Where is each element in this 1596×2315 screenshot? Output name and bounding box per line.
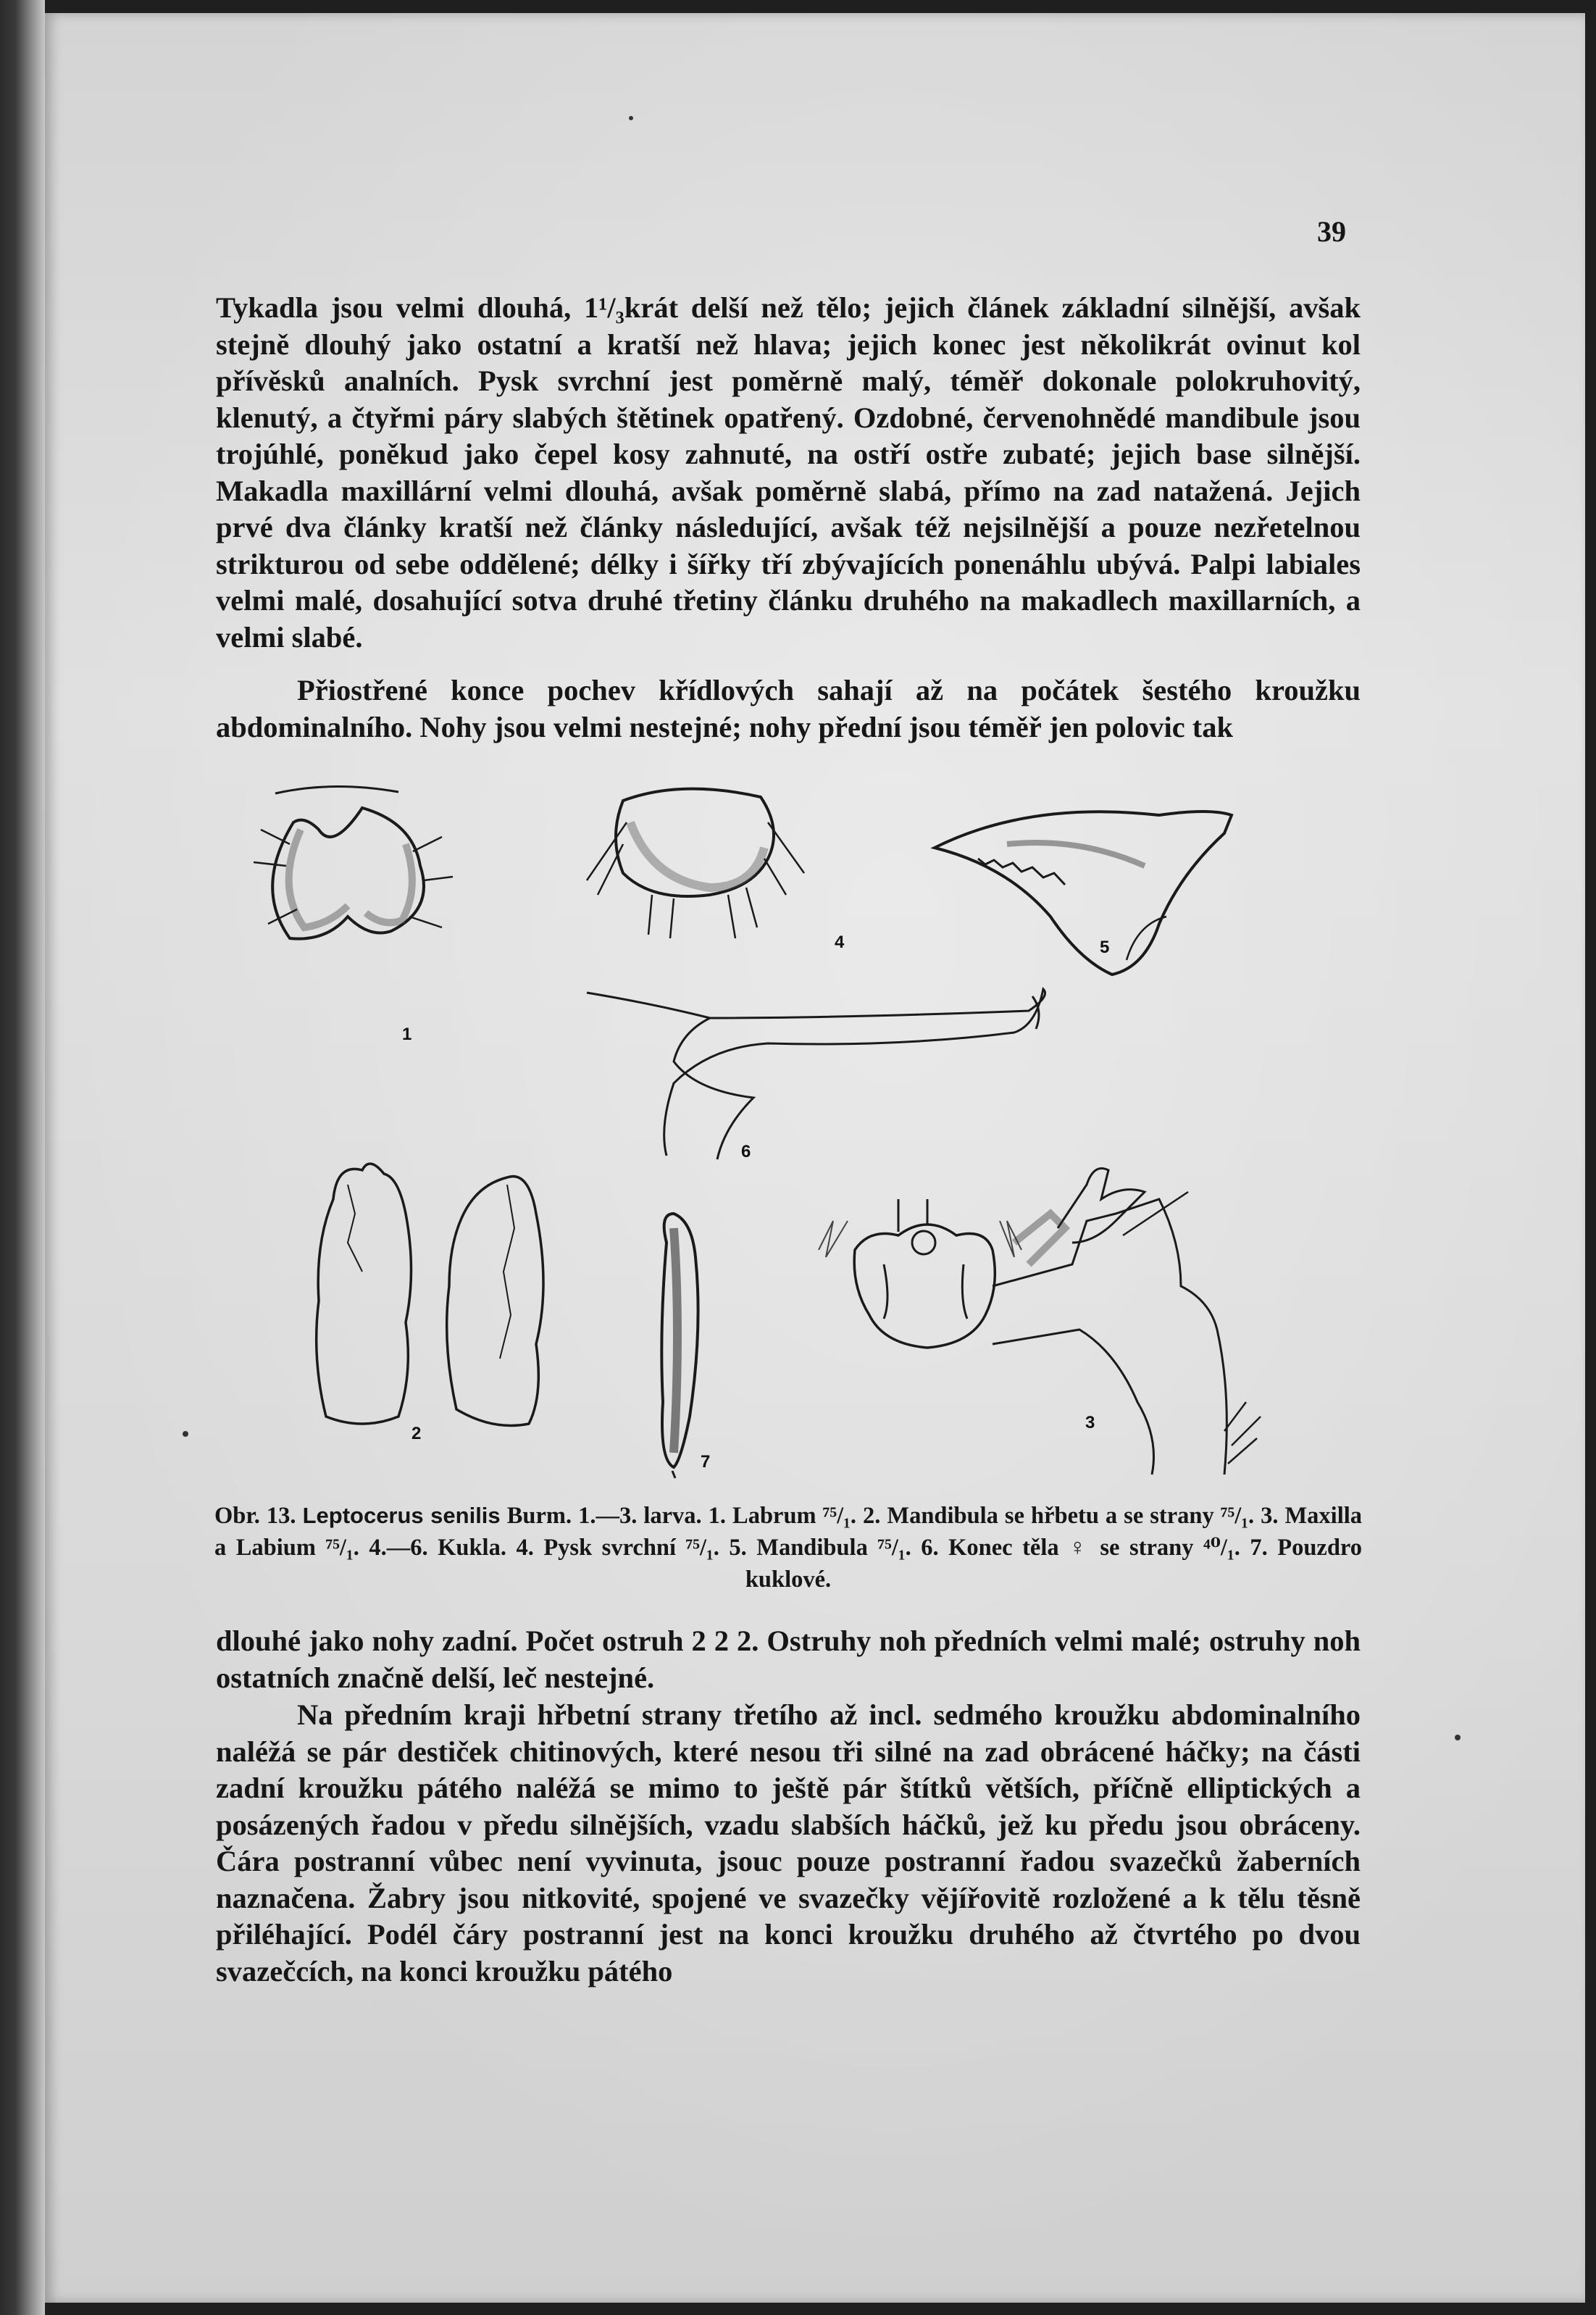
drawing-pupal-case — [661, 1214, 698, 1478]
print-speck — [629, 116, 633, 120]
page-number: 39 — [1317, 215, 1346, 248]
paragraph-abdomen: Na předním kraji hřbetní strany třetího až incl. sedmého kroužku abdominalního naléžá se pár destiček chitinových, které nesou tři silné na zad obrácené háčky; na části zadní kroužku pátého naléžá se mimo to ještě pár štítků větších, příčně elliptických a posázených řadou v předu silnějších, vzadu slabších háčků, jež ku předu jsou obráceny. Čára postranní vůbec není vyvinuta, jsouc pouze postranní řadou svazečků žaberních naznačena. Žabry jsou nitkovité, spojené ve svazečky vějířovitě rozložené a k tělu těsně přiléhající. Podél čáry postranní jest na konci kroužku druhého až čtvrtého po dvou svazečcích, na konci kroužku pátého — [216, 1698, 1361, 1987]
figure-label-2: 2 — [411, 1424, 422, 1443]
figure-label-1: 1 — [402, 1025, 412, 1044]
drawing-body-end — [587, 989, 1045, 1159]
print-speck — [183, 1431, 188, 1437]
paragraph-legs: dlouhé jako nohy zadní. Počet ostruh 2 2 2. Ostruhy noh předních velmi malé; ostruhy noh ostatních značně delší, leč nestejné. — [216, 1624, 1361, 1694]
paragraph-wing-sheaths: Přiostřené konce pochev křídlových sahají až na počátek šestého kroužku abdominalního. Nohy jsou velmi nestejné; nohy přední jsou téměř jen polovic tak — [216, 674, 1361, 743]
drawing-upper-lip — [587, 789, 804, 938]
caption-species: Leptocerus senilis — [302, 1503, 501, 1528]
figure-label-3: 3 — [1085, 1413, 1095, 1432]
drawing-maxilla-labium — [819, 1169, 1261, 1475]
caption-text: Burm. 1.—3. larva. 1. Labrum ⁷⁵/₁. 2. Mandibula se hřbetu a se strany ⁷⁵/₁. 3. Maxilla a Labium ⁷⁵/₁. 4.—6. Kukla. 4. Pysk svrchní ⁷⁵/₁. 5. Mandibula ⁷⁵/₁. 6. Konec těla ♀ se strany ⁴⁰/₁. 7. Pouzdro kuklové. — [214, 1503, 1363, 1593]
figure-label-7: 7 — [701, 1452, 711, 1472]
paragraph-antennae: Tykadla jsou velmi dlouhá, 1¹/₃krát delší než tělo; jejich článek základní silnější, avšak stejně dlouhý jako ostatní a kratší než hlava; jejich konec jest několikrát ovinut kol přívěsků analních. Pysk svrchní jest poměrně malý, téměř dokonale polokruhovitý, klenutý, a čtyřmi páry slabých štětinek opatřený. Ozdobné, červenohnědé mandibule jsou trojúhlé, poněkud jako čepel kosy zahnuté, na ostří ostře zubaté; jejich base silnější. Makadla maxillární velmi dlouhá, avšak poměrně slabá, přímo na zad natažená. Jejich prvé dva články kratší než články následující, avšak též nejsilnější a pouze nezřetelnou strikturou od sebe oddělené; délky i šířky tří zbývajících ponenáhlu ubývá. Palpi labiales velmi malé, dosahující sotva druhé třetiny článku druhého na makadlech maxillarních, a velmi slabé. — [216, 291, 1361, 654]
scan-edge — [0, 0, 45, 2315]
drawing-labrum — [254, 786, 453, 938]
figure-label-5: 5 — [1100, 938, 1110, 957]
figure-label-4: 4 — [835, 933, 845, 952]
drawing-mandible-pupa — [935, 812, 1232, 975]
figure-13 — [246, 779, 1362, 1489]
print-speck — [1455, 1735, 1461, 1740]
figure-label-6: 6 — [741, 1142, 751, 1161]
caption-prefix: Obr. 13. — [214, 1503, 296, 1529]
figure-caption — [214, 1500, 1362, 1596]
drawing-mandible-larva — [317, 1164, 543, 1425]
